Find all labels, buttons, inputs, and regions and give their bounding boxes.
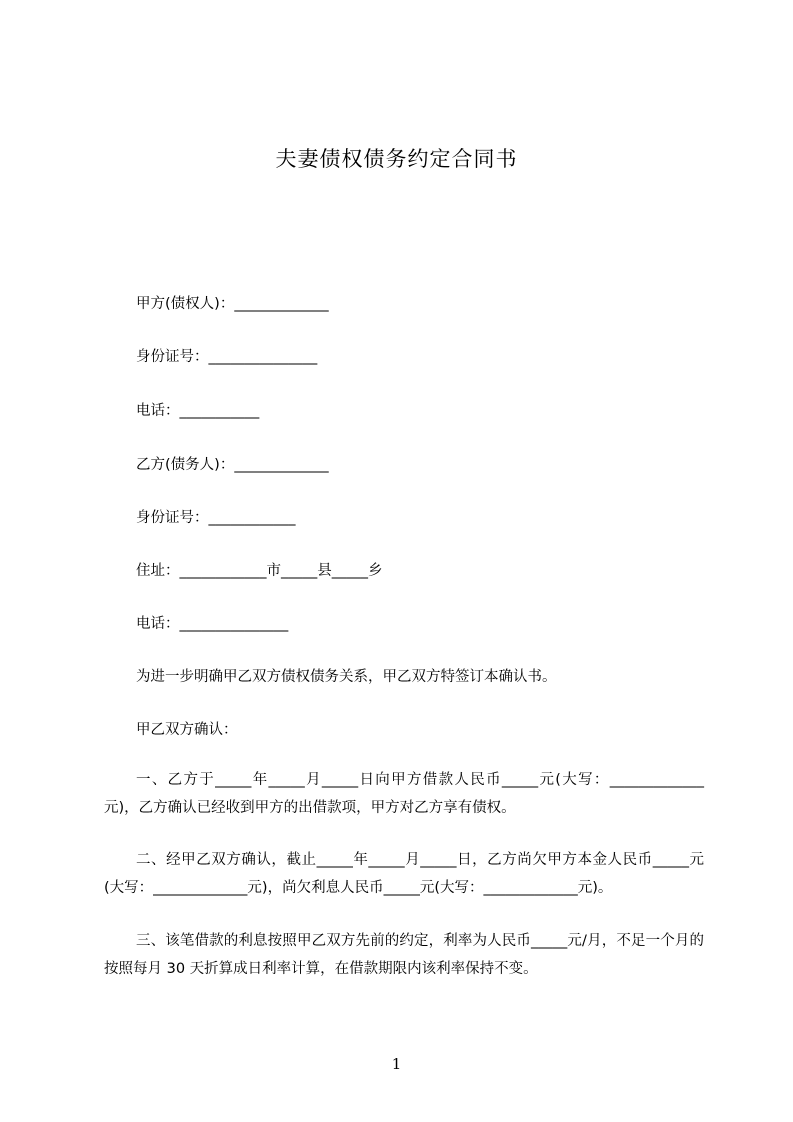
confirm-heading: 甲乙双方确认： [136,722,238,738]
party-a-field: 甲方(债权人)：_____________ [136,296,329,312]
page-number: 1 [391,1055,402,1073]
party-b-phone-field: 电话：_______________ [136,616,289,632]
clause-2: 二、经甲乙双方确认，截止_____年_____月_____日，乙方尚欠甲方本金人民币_____元(大写：_____________元)，尚欠利息人民币_____元(大写：_____________元)。 [104,852,704,896]
party-a-id-field: 身份证号：_______________ [136,349,318,365]
party-a-phone-field: 电话：___________ [136,403,260,419]
document-title: 夫妻债权债务约定合同书 [275,147,518,171]
party-b-id-field: 身份证号：____________ [136,510,296,526]
party-b-field: 乙方(债务人)：_____________ [136,457,329,473]
clause-3: 三、该笔借款的利息按照甲乙双方先前的约定，利率为人民币_____元/月，不足一个月的按照每月 30 天折算成日利率计算，在借款期限内该利率保持不变。 [104,933,704,977]
clause-1: 一、乙方于_____年_____月_____日向甲方借款人民币_____元(大写：_____________元)，乙方确认已经收到甲方的出借款项，甲方对乙方享有债权。 [104,772,704,816]
intro-text: 为进一步明确甲乙双方债权债务关系，甲乙双方特签订本确认书。 [136,669,557,685]
party-b-address-field: 住址：____________市_____县_____乡 [136,563,383,579]
